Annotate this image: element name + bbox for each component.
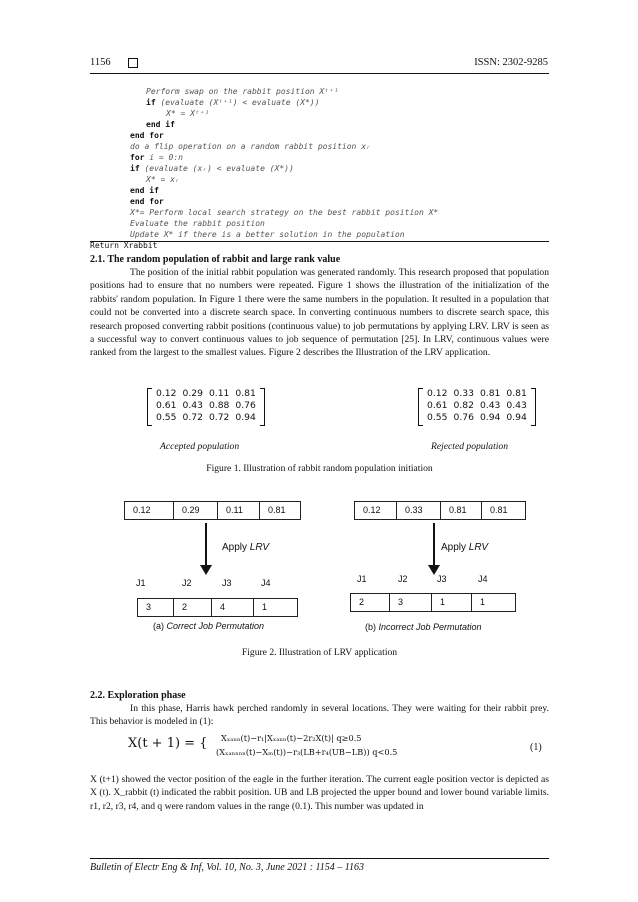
job-label: J3 bbox=[222, 578, 232, 588]
section-paragraph: The position of the initial rabbit population was generated randomly. This research proposed that population positions had to ensure that no numbers were repeated. Figure 1 shows the illustration of the initialization of the rabbits' random population. In Figure 1 there were the same numbers in the population. It resulted in a population that could not be converted into a discrete search space. In converting continuous numbers to discrete search space, this research proposed converting rabbit positions (continuous value) to job permutations by applying LRV. LRV is seen as a successful way to convert continuous values to job sequence of permutation [25]. In LRV, continuous values were ranked from the largest to the smallest values. Figure 2 describes the Illustration of the LRV application. bbox=[90, 267, 549, 359]
equation-number: (1) bbox=[530, 742, 542, 753]
rejected-label: Rejected population bbox=[431, 441, 508, 452]
value-cell: 0.12 bbox=[125, 502, 174, 519]
down-arrow-icon bbox=[196, 523, 216, 577]
code-line: end if bbox=[130, 186, 159, 195]
left-values-row bbox=[124, 501, 301, 520]
perm-cell: 3 bbox=[138, 599, 174, 616]
value-cell: 0.81 bbox=[268, 505, 286, 515]
code-line: Perform swap on the rabbit position Xᵗ⁺¹ bbox=[146, 87, 339, 96]
figure1-caption: Figure 1. Illustration of rabbit random population initiation bbox=[206, 463, 433, 474]
apply-lrv-label: Apply LRV bbox=[441, 542, 489, 553]
code-line: Update X* if there is a better solution in the population bbox=[130, 230, 405, 239]
value-cell: 0.29 bbox=[174, 502, 218, 519]
job-label: J4 bbox=[478, 574, 488, 584]
job-label: J2 bbox=[398, 574, 408, 584]
value-cell: 0.33 bbox=[397, 502, 441, 519]
perm-cell: 3 bbox=[390, 594, 432, 611]
code-line: end if bbox=[146, 120, 175, 129]
code-block-rule bbox=[90, 241, 549, 242]
code-line: Evaluate the rabbit position bbox=[130, 219, 265, 228]
job-label: J1 bbox=[357, 574, 367, 584]
right-permutation-row bbox=[350, 593, 516, 612]
section-heading: 2.1. The random population of rabbit and large rank value bbox=[90, 254, 341, 265]
right-values-row bbox=[354, 501, 526, 520]
value-cell: 0.12 bbox=[355, 502, 397, 519]
algorithm-code-block bbox=[90, 86, 549, 251]
job-label: J3 bbox=[437, 574, 447, 584]
code-line: end for bbox=[130, 197, 164, 206]
code-line: X* = Xᵗ⁺¹ bbox=[166, 109, 210, 118]
perm-cell: 2 bbox=[174, 599, 212, 616]
footer-citation: Bulletin of Electr Eng & Inf, Vol. 10, No. 3, June 2021 : 1154 – 1163 bbox=[90, 862, 365, 873]
page-header bbox=[90, 57, 548, 71]
perm-cell: 2 bbox=[351, 594, 390, 611]
rejected-matrix: 0.12 0.33 0.81 0.81 0.61 0.82 0.43 0.43 0.55 0.76 0.94 0.94 bbox=[418, 388, 536, 424]
accepted-matrix: 0.12 0.29 0.11 0.81 0.61 0.43 0.88 0.76 0.55 0.72 0.72 0.94 bbox=[147, 388, 265, 424]
code-line: if (evaluate (Xᵗ⁺¹) < evaluate (X*)) bbox=[146, 98, 320, 107]
section-heading: 2.2. Exploration phase bbox=[90, 690, 186, 701]
code-line: if (evaluate (xᵣ) < evaluate (X*)) bbox=[130, 164, 294, 173]
section-intro: In this phase, Harris hawk perched randomly in several locations. They were waiting for their rabbit prey. This behavior is modeled in (1): bbox=[90, 703, 549, 728]
code-line: X* = xᵣ bbox=[146, 175, 180, 184]
code-line: for i = 0:n bbox=[130, 153, 183, 162]
figure2-caption: Figure 2. Illustration of LRV application bbox=[241, 647, 398, 658]
code-line: end for bbox=[130, 131, 164, 140]
left-permutation-row bbox=[137, 598, 298, 617]
page-number: 1156 bbox=[90, 57, 111, 68]
job-label: J2 bbox=[182, 578, 192, 588]
accepted-label: Accepted population bbox=[160, 441, 240, 452]
perm-cell: 1 bbox=[480, 597, 486, 607]
equation-lhs: X(t + 1) = { bbox=[128, 736, 208, 751]
code-line: do a flip operation on a random rabbit position xᵣ bbox=[130, 142, 371, 151]
value-cell: 0.81 bbox=[490, 505, 508, 515]
subfigure-b-label: (b) Incorrect Job Permutation bbox=[365, 622, 482, 632]
job-label: J4 bbox=[261, 578, 271, 588]
apply-lrv-label: Apply LRV bbox=[222, 542, 270, 553]
subfigure-a-label: (a) Correct Job Permutation bbox=[153, 621, 265, 631]
equation-case-2: (Xₓₐₙₙₙₙ(t)−Xₘ(t))−r₃(LB+r₄(UB−LB)) q<0.5 bbox=[216, 747, 398, 757]
perm-cell: 1 bbox=[262, 602, 268, 612]
perm-cell: 1 bbox=[432, 594, 472, 611]
value-cell: 0.81 bbox=[441, 502, 482, 519]
issn: ISSN: 2302-9285 bbox=[474, 57, 548, 68]
code-line: Return Xrabbit bbox=[90, 241, 158, 250]
job-label: J1 bbox=[136, 578, 146, 588]
perm-cell: 4 bbox=[212, 599, 254, 616]
checkbox-square-icon bbox=[128, 58, 138, 68]
header-rule bbox=[90, 73, 549, 74]
value-cell: 0.11 bbox=[218, 502, 260, 519]
equation-case-1: Xₓₐₙₙ(t)−r₁|Xₓₐₙₙ(t)−2r₂X(t)| q≥0.5 bbox=[221, 733, 362, 743]
code-line: X*= Perform local search strategy on the best rabbit position X* bbox=[130, 208, 439, 217]
footer-rule bbox=[90, 858, 549, 859]
section-paragraph: X (t+1) showed the vector position of the eagle in the further iteration. The current eagle position vector is depicted as X (t). X_rabbit (t) indicated the rabbit position. UB and LB projected the upper bound and lower bound variable limits. r1, r2, r3, r4, and q were random values in the range (0.1). This number was updated in bbox=[90, 774, 549, 812]
